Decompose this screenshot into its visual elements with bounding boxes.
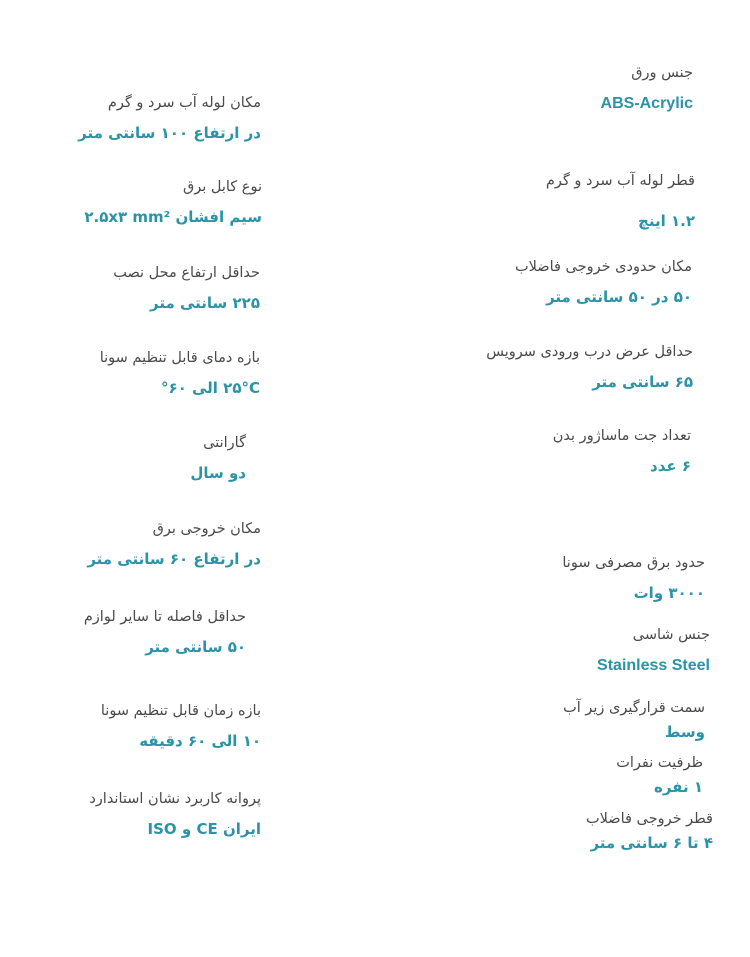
spec-value: ۴ تا ۶ سانتی متر	[590, 834, 713, 852]
spec-value: ۱۰ الی ۶۰ دقیقه	[139, 732, 261, 750]
spec-underwater-side	[563, 697, 705, 743]
spec-value: در ارتفاع ۱۰۰ سانتی متر	[78, 124, 261, 142]
spec-label: حداقل فاصله تا سایر لوازم	[83, 609, 246, 625]
spec-min-install-height	[113, 262, 260, 314]
spec-chassis-material	[597, 624, 710, 677]
spec-value: ۲۵°C الی ۶۰°	[160, 379, 260, 397]
spec-standard-license	[89, 788, 261, 840]
spec-label: حداقل عرض درب ورودی سرویس	[486, 344, 693, 360]
spec-value: ۲۲۵ سانتی متر	[150, 294, 260, 312]
spec-label: ظرفیت نفرات	[616, 755, 703, 771]
spec-label: مکان حدودی خروجی فاضلاب	[514, 259, 692, 275]
spec-value: ۵۰ سانتی متر	[145, 638, 246, 656]
spec-label: حداقل ارتفاع محل نصب	[113, 265, 260, 281]
spec-label: بازه زمان قابل تنظیم سونا	[100, 703, 261, 719]
spec-drain-diameter	[586, 808, 713, 854]
spec-warranty	[190, 432, 246, 484]
spec-value-text: Stainless Steel	[597, 657, 710, 674]
spec-sauna-temperature-range	[100, 347, 260, 399]
spec-value	[601, 92, 693, 115]
spec-label: تعداد جت ماساژور بدن	[552, 428, 691, 444]
spec-material	[601, 62, 693, 115]
spec-label: نوع کابل برق	[182, 179, 262, 195]
spec-value-text: ABS-Acrylic	[600, 95, 693, 112]
spec-label: مکان خروجی برق	[152, 521, 261, 537]
spec-value: ایران CE و ISO	[147, 820, 261, 838]
spec-value: ۶ عدد	[650, 457, 691, 475]
spec-capacity	[616, 752, 703, 798]
spec-label: بازه دمای قابل تنظیم سونا	[99, 350, 260, 366]
spec-value: ۱ نفره	[654, 778, 703, 796]
spec-label: حدود برق مصرفی سونا	[562, 555, 705, 571]
spec-cable-type	[84, 176, 262, 228]
spec-value	[597, 654, 710, 677]
spec-label: قطر لوله آب سرد و گرم	[545, 173, 695, 189]
spec-value: وسط	[664, 723, 705, 741]
spec-sauna-time-range	[101, 700, 261, 752]
spec-door-width	[486, 341, 693, 393]
spec-power-outlet-location	[87, 518, 261, 570]
spec-pipe-diameter	[546, 170, 695, 232]
spec-massage-jets	[553, 425, 691, 477]
spec-value: ۵۰ در ۵۰ سانتی متر	[546, 288, 692, 306]
spec-label: قطر خروجی فاضلاب	[585, 811, 713, 827]
spec-min-clearance	[84, 606, 246, 658]
spec-label: سمت قرارگیری زیر آب	[563, 700, 705, 716]
spec-drain-location	[515, 256, 692, 308]
spec-value: سیم افشان ۲.۵x۳ mm²	[84, 208, 262, 226]
spec-value: ۳۰۰۰ وات	[633, 584, 705, 602]
spec-label: پروانه کاربرد نشان استاندارد	[89, 791, 261, 807]
spec-pipe-location	[78, 92, 261, 144]
spec-value: در ارتفاع ۶۰ سانتی متر	[87, 550, 261, 568]
spec-value: دو سال	[190, 464, 246, 482]
spec-label: مکان لوله آب سرد و گرم	[107, 95, 261, 111]
spec-value: ۶۵ سانتی متر	[592, 373, 693, 391]
spec-value: ۱.۲ اینچ	[638, 212, 695, 230]
spec-label: جنس ورق	[631, 65, 693, 81]
spec-label: گارانتی	[203, 435, 246, 451]
spec-label: جنس شاسی	[632, 627, 710, 643]
spec-sauna-power	[562, 552, 705, 604]
